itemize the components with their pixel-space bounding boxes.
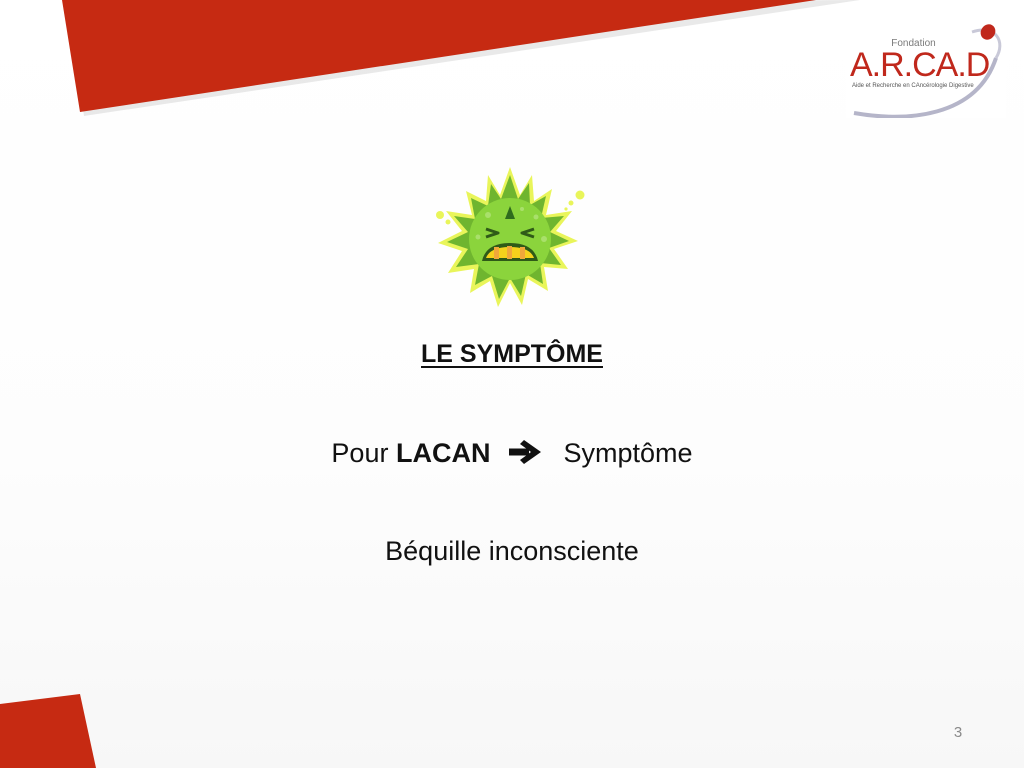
right-arrow-icon <box>508 440 542 464</box>
logo-tagline: Aide et Recherche en CAncérologie Digestive <box>852 83 974 89</box>
lacan-line-prefix: Pour <box>331 438 389 468</box>
lacan-line <box>0 438 1024 469</box>
lacan-line-suffix: Symptôme <box>563 438 693 468</box>
angry-virus-icon <box>428 165 588 315</box>
logo-fondation-text: Fondation <box>891 38 936 49</box>
lacan-name: LACAN <box>395 438 491 468</box>
bottom-red-banner <box>0 690 110 768</box>
bequille-line: Béquille inconsciente <box>385 536 639 566</box>
logo-wordmark: A.R.CA.D <box>850 46 990 84</box>
page-number: 3 <box>953 724 963 741</box>
slide-heading: LE SYMPTÔME <box>421 340 603 368</box>
arcad-logo <box>846 18 1006 118</box>
